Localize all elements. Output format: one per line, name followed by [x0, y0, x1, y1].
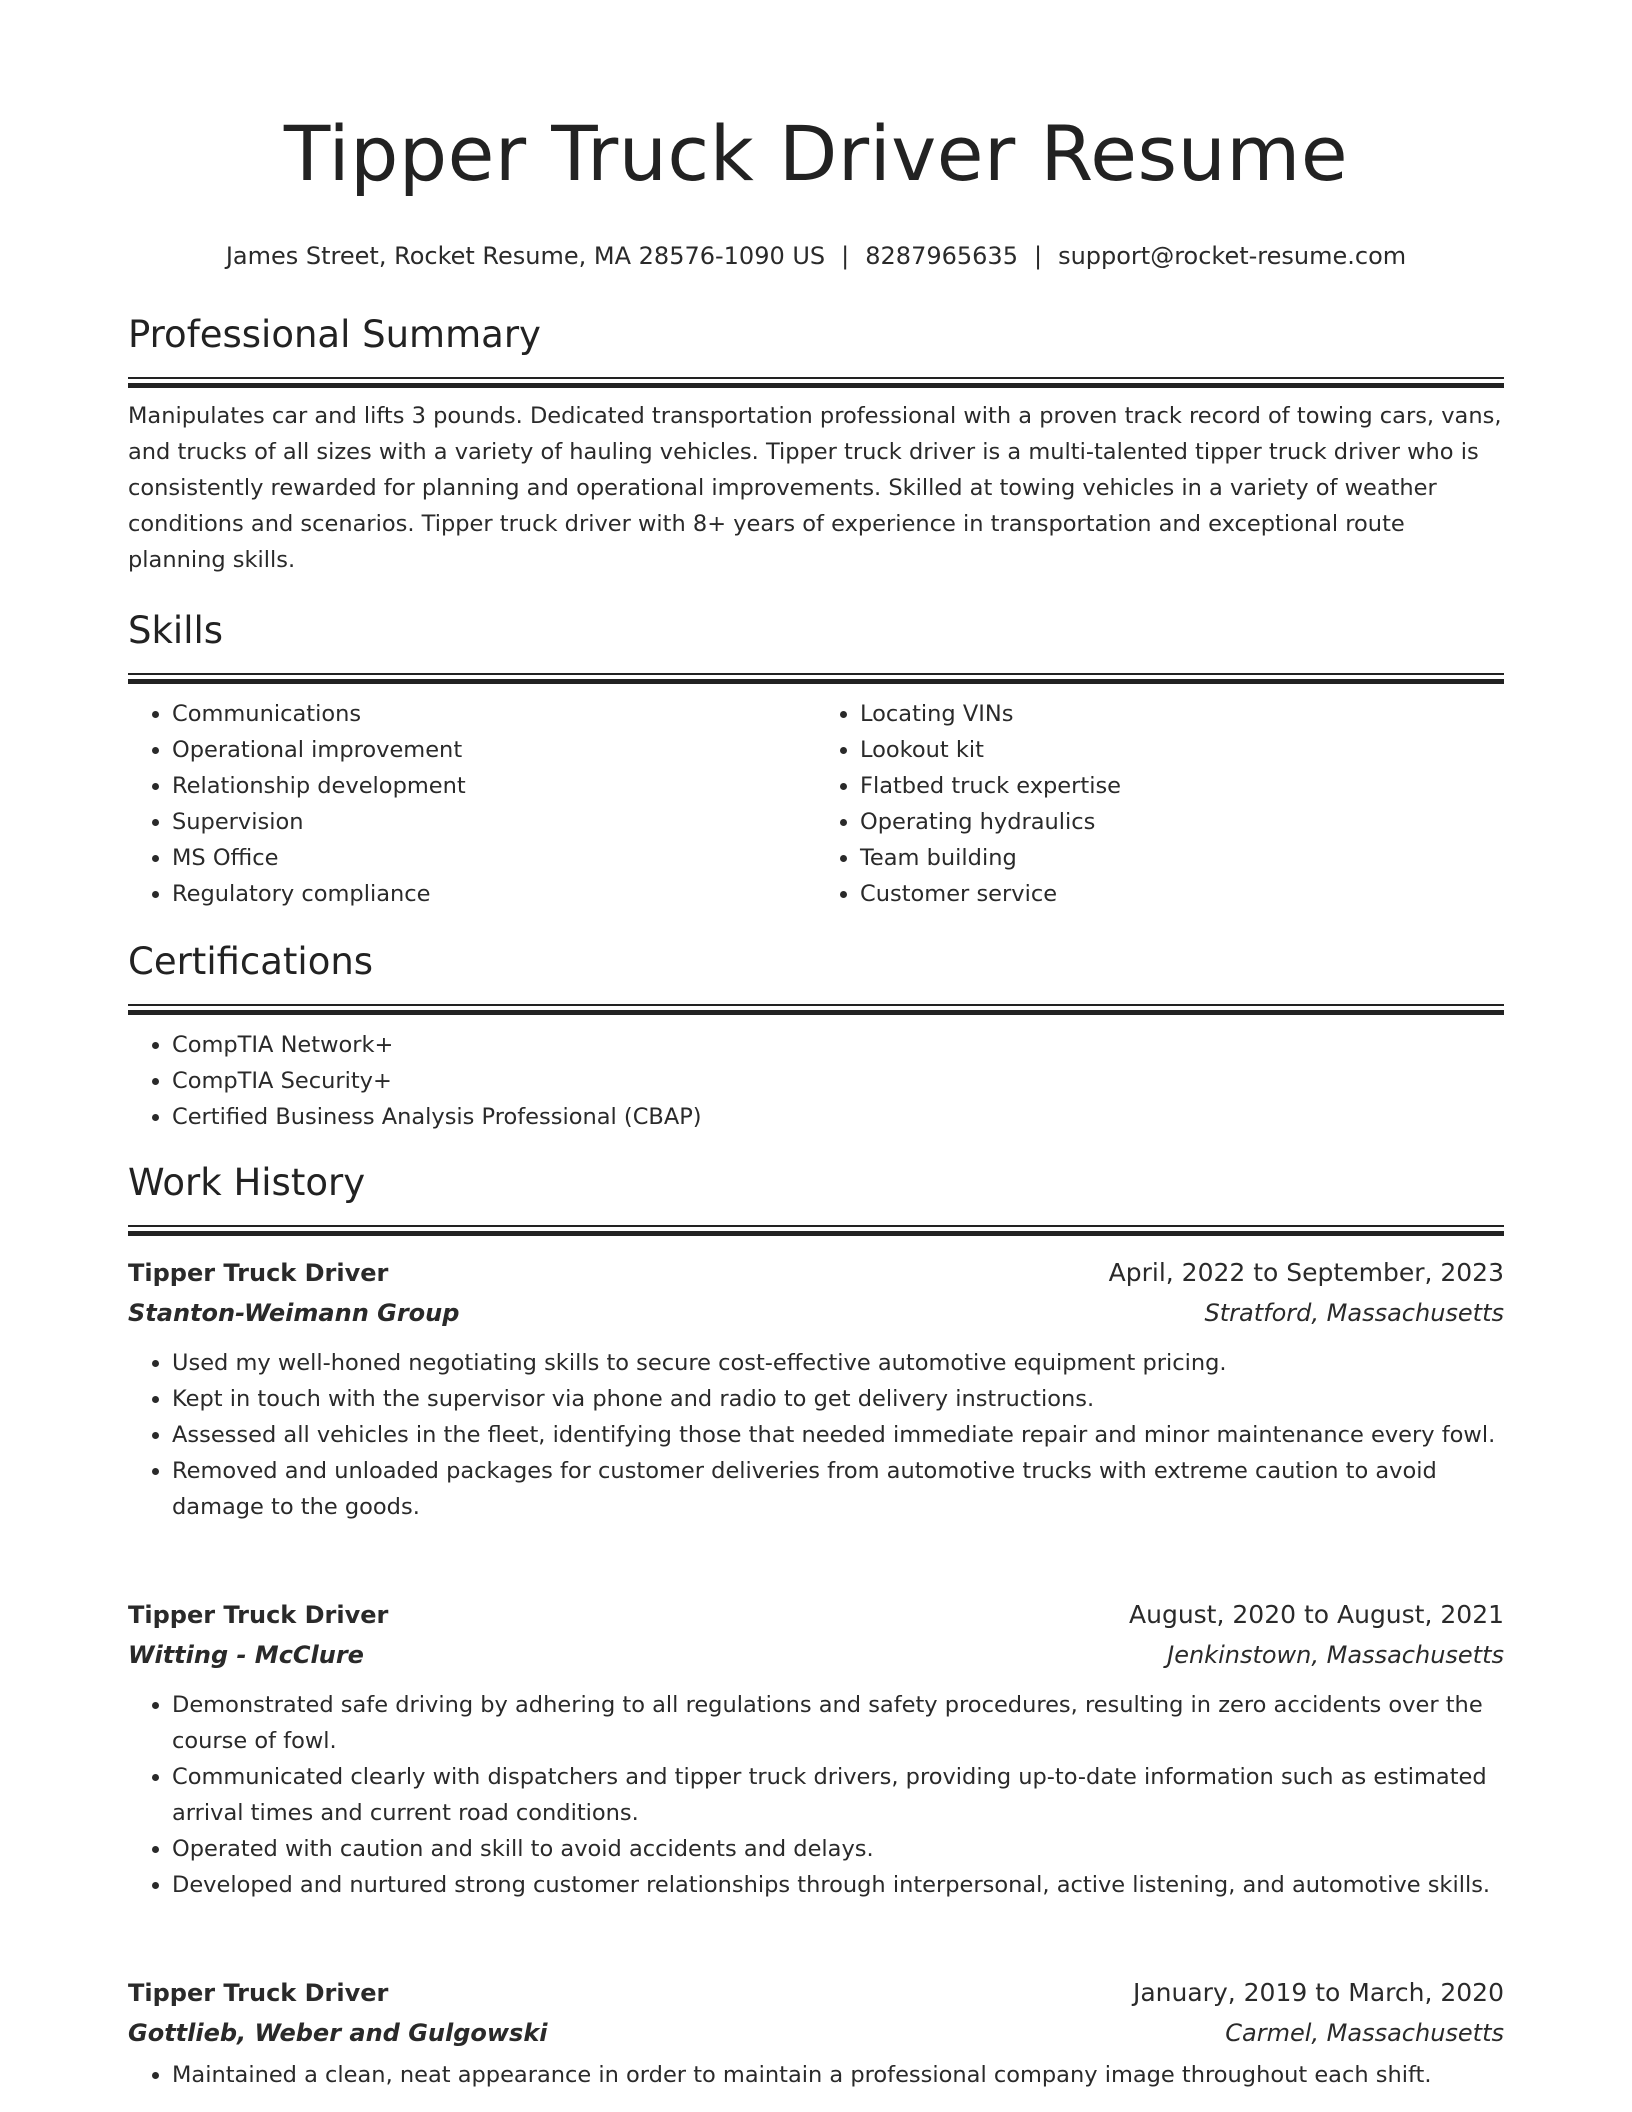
section-divider	[128, 377, 1504, 388]
skill-item: • Communications	[172, 696, 816, 732]
contact-email: support@rocket-resume.com	[1058, 242, 1407, 270]
job-subheader	[128, 2013, 1504, 2053]
job-entry	[128, 1973, 1504, 2093]
section-divider	[128, 673, 1504, 684]
skill-item: • Operating hydraulics	[860, 804, 1504, 840]
skills-list-right	[816, 696, 1504, 912]
job-location: Carmel, Massachusetts	[1225, 2019, 1504, 2047]
job-bullet: • Assessed all vehicles in the fleet, identifying those that needed immediate repair and minor maintenance every fowl.	[172, 1417, 1504, 1453]
certification-item: • Certified Business Analysis Professional (CBAP)	[172, 1099, 1504, 1135]
job-bullet: • Kept in touch with the supervisor via phone and radio to get delivery instructions.	[172, 1381, 1504, 1417]
job-bullets	[128, 1687, 1504, 1903]
work-history-heading: Work History	[128, 1161, 366, 1204]
contact-phone: 8287965635	[865, 242, 1018, 270]
summary-text: Manipulates car and lifts 3 pounds. Dedicated transportation professional with a proven track record of towing cars, vans, and trucks of all sizes with a variety of hauling vehicles. Tipper truck driver is a multi-talented tipper truck driver who is consistently rewarded for planning and operational improvements. Skilled at towing vehicles in a variety of weather conditions and scenarios. Tipper truck driver with 8+ years of experience in transportation and exceptional route planning skills.	[128, 402, 1502, 574]
job-header	[128, 1973, 1504, 2013]
job-dates: August, 2020 to August, 2021	[1129, 1600, 1504, 1629]
skill-item: • Supervision	[172, 804, 816, 840]
job-bullet: • Developed and nurtured strong customer relationships through interpersonal, active listening, and automotive skills.	[172, 1867, 1504, 1903]
job-entry	[128, 1595, 1504, 1903]
job-dates: April, 2022 to September, 2023	[1108, 1258, 1504, 1287]
resume-title: Tipper Truck Driver Resume	[283, 109, 1349, 198]
job-bullet: • Maintained a clean, neat appearance in order to maintain a professional company image throughout each shift.	[172, 2057, 1504, 2093]
job-bullet: • Operated with caution and skill to avoid accidents and delays.	[172, 1831, 1504, 1867]
job-bullet: • Demonstrated safe driving by adhering to all regulations and safety procedures, resulting in zero accidents over the course of fowl.	[172, 1687, 1504, 1759]
job-location: Stratford, Massachusetts	[1204, 1299, 1504, 1327]
contact-separator: |	[1033, 242, 1043, 270]
skill-item: • Lookout kit	[860, 732, 1504, 768]
job-bullets	[128, 2057, 1504, 2093]
job-title: Tipper Truck Driver	[128, 1601, 389, 1629]
skill-item: • Operational improvement	[172, 732, 816, 768]
job-title: Tipper Truck Driver	[128, 1259, 389, 1287]
skill-item: • Regulatory compliance	[172, 876, 816, 912]
job-title: Tipper Truck Driver	[128, 1979, 389, 2007]
certifications-section	[128, 941, 1504, 1135]
skill-item: • Relationship development	[172, 768, 816, 804]
summary-heading: Professional Summary	[128, 313, 541, 356]
certifications-heading: Certifications	[128, 940, 374, 983]
skills-columns	[128, 696, 1504, 912]
job-entry	[128, 1253, 1504, 1525]
job-location: Jenkinstown, Massachusetts	[1167, 1641, 1504, 1669]
job-company: Witting - McClure	[128, 1641, 364, 1669]
contact-separator: |	[841, 242, 850, 270]
job-subheader	[128, 1293, 1504, 1333]
job-bullet: • Used my well-honed negotiating skills to secure cost-effective automotive equipment pricing.	[172, 1345, 1504, 1381]
work-history-section	[128, 1162, 1504, 1236]
section-divider	[128, 1004, 1504, 1015]
certification-item: • CompTIA Network+	[172, 1027, 1504, 1063]
skills-list-left	[128, 696, 816, 912]
job-bullet: • Communicated clearly with dispatchers and tipper truck drivers, providing up-to-date information such as estimated arrival times and current road conditions.	[172, 1759, 1504, 1831]
skill-item: • MS Office	[172, 840, 816, 876]
job-header	[128, 1595, 1504, 1635]
contact-address: James Street, Rocket Resume, MA 28576-1090 US	[225, 242, 826, 270]
job-subheader	[128, 1635, 1504, 1675]
job-dates: January, 2019 to March, 2020	[1132, 1978, 1504, 2007]
skill-item: • Locating VINs	[860, 696, 1504, 732]
certifications-list	[128, 1027, 1504, 1135]
skill-item: • Flatbed truck expertise	[860, 768, 1504, 804]
skills-heading: Skills	[128, 609, 224, 652]
job-header	[128, 1253, 1504, 1293]
job-bullet: • Removed and unloaded packages for customer deliveries from automotive trucks with extreme caution to avoid damage to the goods.	[172, 1453, 1504, 1525]
summary-section	[128, 314, 1504, 579]
skill-item: • Customer service	[860, 876, 1504, 912]
section-divider	[128, 1225, 1504, 1236]
contact-line	[128, 242, 1504, 271]
job-bullets	[128, 1345, 1504, 1525]
skills-section	[128, 610, 1504, 912]
skill-item: • Team building	[860, 840, 1504, 876]
certification-item: • CompTIA Security+	[172, 1063, 1504, 1099]
job-company: Stanton-Weimann Group	[128, 1299, 460, 1327]
job-company: Gottlieb, Weber and Gulgowski	[128, 2019, 548, 2047]
